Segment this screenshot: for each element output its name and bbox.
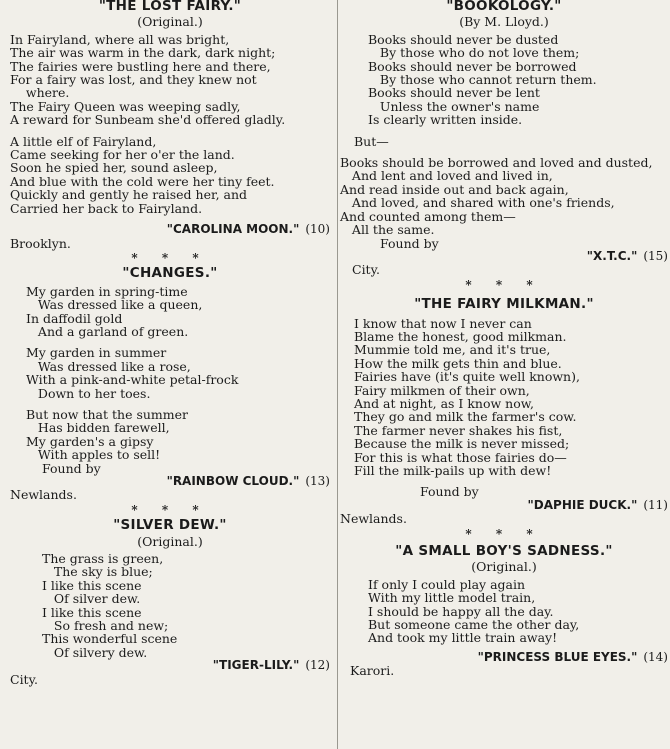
poem-line: In daffodil gold [26,310,123,326]
poem-line: Because the milk is never missed; [354,436,570,452]
signature-number: (15) [643,248,668,263]
right-column [340,0,668,678]
signature [340,250,668,263]
poem-line: And read inside out and back again, [340,181,569,197]
signature [340,499,668,512]
poem-line: I should be happy all the day. [368,603,554,619]
signature-name: "DAPHIE DUCK." [527,497,638,512]
poem-line: And took my little train away! [368,630,558,646]
poem-line: My garden in spring-time [26,283,188,299]
poem-line: where. [10,85,70,101]
signature-number: (14) [643,649,668,664]
poem-line: With my little model train, [368,590,536,606]
poem-line: My garden in summer [26,345,167,361]
left-column [10,0,330,686]
signature-name: "CAROLINA MOON." [166,222,300,237]
poem-line: And counted among them— [340,208,516,224]
poem-line: Was dressed like a rose, [26,358,191,374]
poem-line: Was dressed like a queen, [26,297,203,313]
poem-line: And at night, as I know now, [354,395,534,411]
poem-subtitle: (Original.) [471,559,537,575]
signature [340,651,668,664]
poem-line: Has bidden farewell, [26,420,170,436]
poem-line: Blame the honest, good milkman. [354,328,567,344]
poem-line: Of silver dew. [42,591,141,607]
stanza [340,156,668,236]
but-line: But— [354,133,389,149]
poem-title: "THE LOST FAIRY." [98,0,242,14]
column-divider [337,0,338,749]
poem-title: "SILVER DEW." [113,517,227,534]
found-by: Found by [380,235,439,251]
stanza [10,552,330,659]
poem-line: A little elf of Fairyland, [10,133,157,149]
signature-number: (11) [643,497,668,512]
poem-line: So fresh and new; [42,618,169,634]
found-by: Found by [420,484,479,500]
poem-line: Down to her toes. [26,385,151,401]
stars-separator: * * * [131,502,209,517]
poem-bookology [340,0,668,292]
poem-line: But now that the summer [26,406,188,422]
poem-line: Mummie told me, and it's true, [354,342,551,358]
place: Newlands. [10,487,77,503]
poem-subtitle: (Original.) [137,533,203,549]
poem-line: With apples to sell! [26,447,161,463]
poem-subtitle: (By M. Lloyd.) [459,14,549,30]
poem-line: By those who cannot return them. [368,72,597,88]
signature-name: "RAINBOW CLOUD." [166,474,300,488]
poem-line: My garden's a gipsy [26,433,154,449]
stanza [10,33,330,127]
poem-line: And lent and loved and lived in, [340,168,553,184]
poem-line: Of silvery dew. [42,644,148,660]
poem-line: For this is what those fairies do— [354,449,567,465]
place: City. [10,671,38,687]
poem-title: "CHANGES." [122,265,218,282]
poem-line: Is clearly written inside. [368,112,523,128]
poem-line: The fairies were bustling here and there, [10,58,271,74]
poem-line: The Fairy Queen was weeping sadly, [10,98,241,114]
signature [10,475,330,488]
poem-line: Books should never be lent [368,85,540,101]
poem-line: And a garland of green. [26,323,189,339]
poem-title: "BOOKOLOGY." [446,0,562,14]
poem-silver-dew [10,519,330,686]
found-by: Found by [42,460,101,476]
stanza [340,317,668,478]
stars-separator: * * * [131,250,209,265]
stanza [340,33,668,127]
poem-line: Books should never be dusted [368,31,559,47]
poem-title: "A SMALL BOY'S SADNESS." [395,543,613,560]
signature-name: "PRINCESS BLUE EYES." [477,649,638,664]
poem-line: By those who do not love them; [368,45,580,61]
poem-line: The sky is blue; [42,564,153,580]
place: City. [352,262,380,278]
poem-line: Fairies have (it's quite well known), [354,369,580,385]
poem-line: A reward for Sunbeam she'd offered gladly. [10,112,286,128]
signature-name: "X.T.C." [586,248,638,263]
stanza [10,346,330,400]
poem-line: I like this scene [42,604,142,620]
poem-subtitle: (Original.) [137,14,203,30]
poem-line: The grass is green, [42,551,164,567]
poem-line: They go and milk the farmer's cow. [354,409,577,425]
poem-line: With a pink-and-white petal-frock [26,372,239,388]
poem-line: Fill the milk-pails up with dew! [354,463,552,478]
stanza [10,408,330,462]
poem-line: Came seeking for her o'er the land. [10,147,235,163]
stanza [10,285,330,339]
poem-line: But someone came the other day, [368,617,580,633]
poem-line: All the same. [340,222,435,238]
poem-line: Carried her back to Fairyland. [10,200,203,216]
poem-line: I know that now I never can [354,315,532,331]
poem-line: The air was warm in the dark, dark night; [10,45,276,61]
poem-line: Fairy milkmen of their own, [354,382,530,398]
poem-line: This wonderful scene [42,631,178,647]
place: Newlands. [340,511,407,527]
poem-line: And blue with the cold were her tiny feet. [10,173,275,189]
poem-line: How the milk gets thin and blue. [354,355,562,371]
poem-changes [10,267,330,517]
poem-small-boy [340,545,668,678]
poem-line: The farmer never shakes his fist, [354,422,563,438]
poem-line: Soon he spied her, sound asleep, [10,160,218,176]
poem-line: Unless the owner's name [368,98,540,114]
stanza [10,135,330,215]
poem-line: In Fairyland, where all was bright, [10,31,230,47]
place: Brooklyn. [10,235,71,251]
signature-number: (12) [305,658,330,673]
poem-line: Books should never be borrowed [368,58,577,74]
place: Karori. [350,663,395,679]
poem-line: I like this scene [42,577,142,593]
stars-separator: * * * [465,526,543,541]
poem-line: Quickly and gently he raised her, and [10,187,248,203]
signature-name: "TIGER-LILY." [212,658,300,673]
signature-number: (13) [305,474,330,488]
poem-line: And loved, and shared with one's friends, [340,195,615,211]
signature [10,659,330,672]
stanza [340,578,668,645]
stars-separator: * * * [465,277,543,292]
poem-line: If only I could play again [368,576,526,592]
poem-lost-fairy [10,0,330,265]
poem-title: "THE FAIRY MILKMAN." [414,296,594,313]
signature-number: (10) [305,222,330,237]
poem-fairy-milkman [340,298,668,541]
poem-line: Books should be borrowed and loved and dusted, [340,155,653,171]
poem-line: For a fairy was lost, and they knew not [10,72,257,88]
signature [10,223,330,236]
